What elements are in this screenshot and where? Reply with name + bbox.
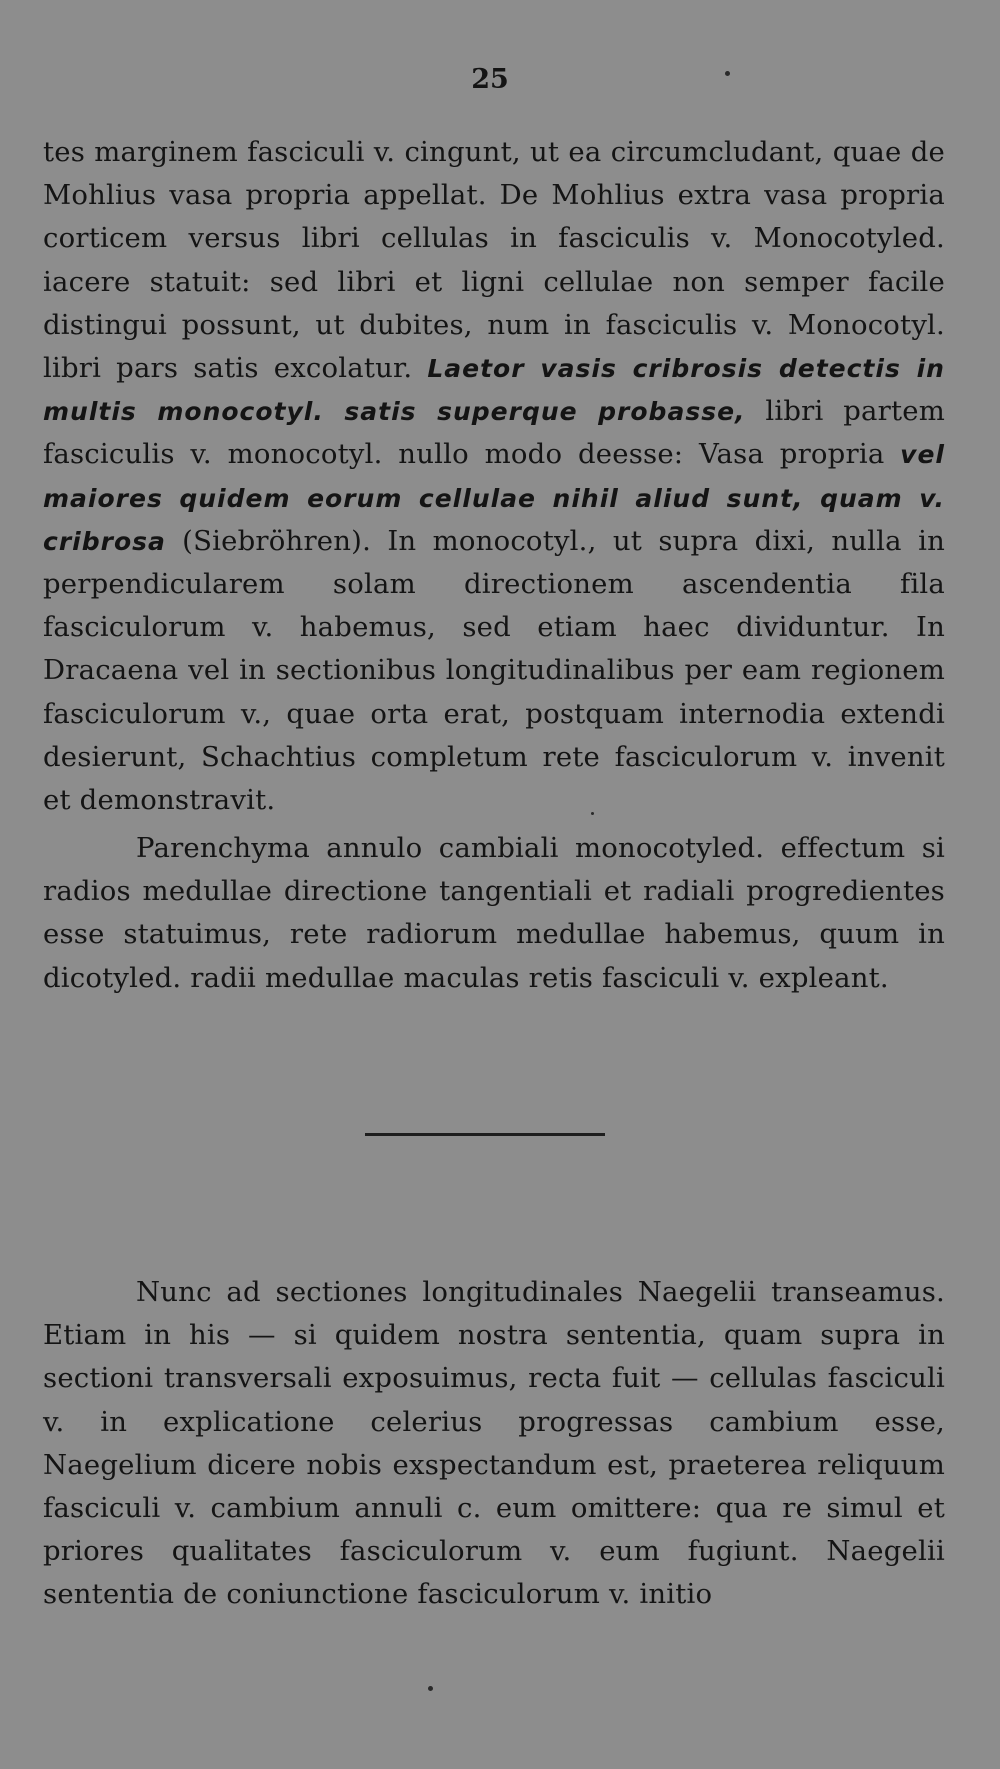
page-number: 25 bbox=[471, 64, 509, 95]
paragraph-1-text-2: libri partem fasciculis v. monocotyl. nullo modo deesse: Vasa propria bbox=[43, 395, 945, 471]
scan-speck bbox=[428, 1686, 433, 1691]
scan-speck bbox=[591, 812, 594, 815]
scan-speck bbox=[725, 71, 730, 76]
paragraph-2 bbox=[43, 827, 945, 1000]
paragraph-3-text-1: Nunc ad sectiones longitudinales Naegelii transeamus. Etiam in his — si quidem nostra sententia, quam supra in sectioni transversali exposuimus, recta fuit — cellulas fasciculi v. in explicatione celerius progressas cambium esse, Naegelium dicere nobis exspectandum est, praeterea reliquum fasciculi v. cambium annuli c. eum omittere: qua re simul et priores qualitates fasciculorum v. eum fugiunt. Naegelii sententia de coniunctione fasciculorum v. initio bbox=[43, 1276, 945, 1611]
paragraph-2-text-1: Parenchyma annulo cambiali monocotyled. effectum si radios medullae directione tangentiali et radiali progredientes esse statuimus, rete radiorum medullae habemus, quum in dicotyled. radii medullae maculas retis fasciculi v. expleant. bbox=[43, 832, 945, 994]
paragraph-1 bbox=[43, 131, 945, 822]
section-divider bbox=[365, 1133, 605, 1136]
paragraph-1-text-3: (Siebröhren). In monocotyl., ut supra dixi, nulla in perpendicularem solam directionem ascendentia fila fasciculorum v. habemus, sed etiam haec dividuntur. In Dracaena vel in sectionibus longitudinalibus per eam regionem fasciculorum v., quae orta erat, postquam internodia extendi desierunt, Schachtius completum rete fasciculorum v. invenit et demonstravit. bbox=[43, 524, 945, 817]
paragraph-1-italic-2: vel maiores quidem eorum cellulae nihil aliud sunt, quam v. cribrosa bbox=[43, 440, 945, 556]
paragraph-1-italic-1: Laetor vasis cribrosis detectis in multis monocotyl. satis superque probasse, bbox=[43, 354, 945, 427]
paragraph-3 bbox=[43, 1271, 945, 1617]
paragraph-1-text-1: tes marginem fasciculi v. cingunt, ut ea circumcludant, quae de Mohlius vasa propria appellat. De Mohlius extra vasa propria corticem versus libri cellulas in fasciculis v. Monocotyled. iacere statuit: sed libri et ligni cellulae non semper facile distingui possunt, ut dubites, num in fasciculis v. Monocotyl. libri pars satis excolatur. bbox=[43, 136, 945, 385]
